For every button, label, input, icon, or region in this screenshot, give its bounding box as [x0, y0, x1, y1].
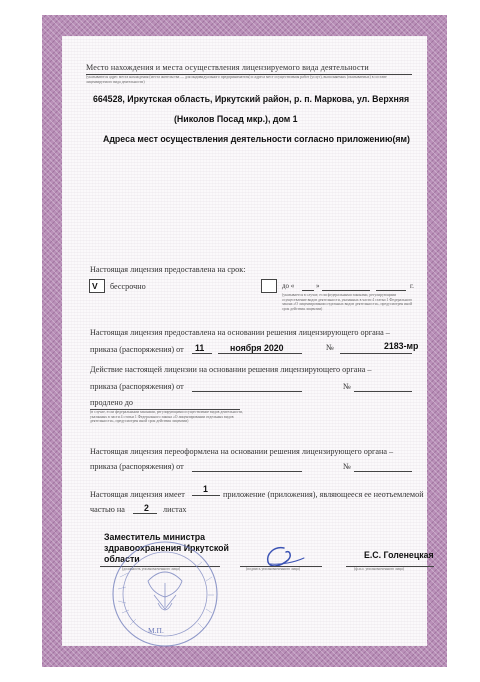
- basis-order-label: приказа (распоряжения) от: [90, 345, 184, 354]
- appendix-text-c: частью на: [90, 505, 125, 514]
- official-stamp: [108, 537, 223, 652]
- place-heading: Место нахождения и места осуществления лицензируемого вида деятельности: [86, 63, 369, 72]
- appendix-text-d: листах: [163, 505, 187, 514]
- extension-line-1: Действие настоящей лицензии на основании решения лицензирующего органа –: [90, 365, 372, 374]
- position-line-2: здравоохранения Иркутской: [104, 543, 229, 553]
- month-underline: [218, 353, 302, 354]
- extension-date-line: [192, 391, 302, 392]
- until-mid: »: [316, 282, 320, 290]
- appendix-text-b: приложение (приложения), являющееся ее неотъемлемой: [223, 490, 424, 499]
- appendix-count: 1: [203, 484, 208, 494]
- stamp-label: М.П.: [148, 626, 164, 635]
- appendix-sheets: 2: [144, 503, 149, 513]
- term-heading: Настоящая лицензия предоставлена на срок:: [90, 265, 246, 274]
- until-day-line: [302, 290, 314, 291]
- reissue-number-sign: №: [343, 462, 351, 471]
- place-note: (указываются адрес места нахождения (места жительства — для индивидуального предпринимателя) и адреса мест осуществления работ (услуг), выполняемых (оказываемых) в составе лицензируемого вида деятельности): [86, 75, 387, 84]
- reissue-date-line: [192, 471, 302, 472]
- addresses-reference: Адреса мест осуществления деятельности согласно приложению(ям): [103, 134, 410, 144]
- reissue-line-1: Настоящая лицензия переоформлена на основании решения лицензирующего органа –: [90, 447, 394, 456]
- position-caption: (должность уполномоченного лица): [122, 567, 181, 571]
- extension-number-line: [354, 391, 412, 392]
- address-line-1: 664528, Иркутская область, Иркутский район, р. п. Маркова, ул. Верхняя: [93, 94, 410, 104]
- until-year-line: [376, 290, 406, 291]
- sheets-underline: [133, 513, 157, 514]
- position-line-1: Заместитель министра: [104, 532, 206, 542]
- basis-number: 2183-мр: [384, 341, 419, 351]
- signature-caption: (подпись уполномоченного лица): [246, 567, 300, 571]
- unlimited-label: бессрочно: [110, 282, 146, 291]
- signatory-name: Е.С. Голенецкая: [364, 550, 434, 560]
- until-prefix: до «: [282, 282, 295, 290]
- basis-line-1: Настоящая лицензия предоставлена на основании решения лицензирующего органа –: [90, 328, 390, 337]
- appendix-text-a: Настоящая лицензия имеет: [90, 490, 185, 499]
- position-line-3: области: [104, 554, 140, 564]
- basis-number-sign: №: [326, 343, 334, 352]
- until-checkbox: [261, 279, 277, 293]
- reissue-number-line: [354, 471, 412, 472]
- checkbox-mark: V: [92, 281, 98, 291]
- name-caption: (ф.и.о. уполномоченного лица): [354, 567, 404, 571]
- extension-note: (в случае, если федеральными законами, регулирующими осуществление видов деятельности, указанных в части 4 статьи 1 Федерального закона «О лицензировании отдельных видов деятельности», предусмотрен иной срок действия лицензии): [90, 410, 244, 424]
- until-month-line: [322, 290, 370, 291]
- count-underline: [192, 495, 220, 496]
- until-note: (указывается в случае, если федеральными законами, регулирующими осуществление видов деятельности, указанных в части 4 статьи 1 Федерального закона «О лицензировании отдельных видов деятельности», предусмотрен иной срок действия лицензии): [282, 293, 413, 311]
- basis-day: 11: [195, 343, 205, 353]
- day-underline: [192, 353, 212, 354]
- number-underline: [340, 353, 412, 354]
- extension-order-label: приказа (распоряжения) от: [90, 382, 184, 391]
- extended-label: продлено до: [90, 398, 133, 407]
- extension-number-sign: №: [343, 382, 351, 391]
- address-line-2: (Николов Посад мкр.), дом 1: [174, 114, 298, 124]
- reissue-order-label: приказа (распоряжения) от: [90, 462, 184, 471]
- until-year-suffix: г.: [410, 282, 414, 290]
- basis-month-year: ноября 2020: [230, 343, 284, 353]
